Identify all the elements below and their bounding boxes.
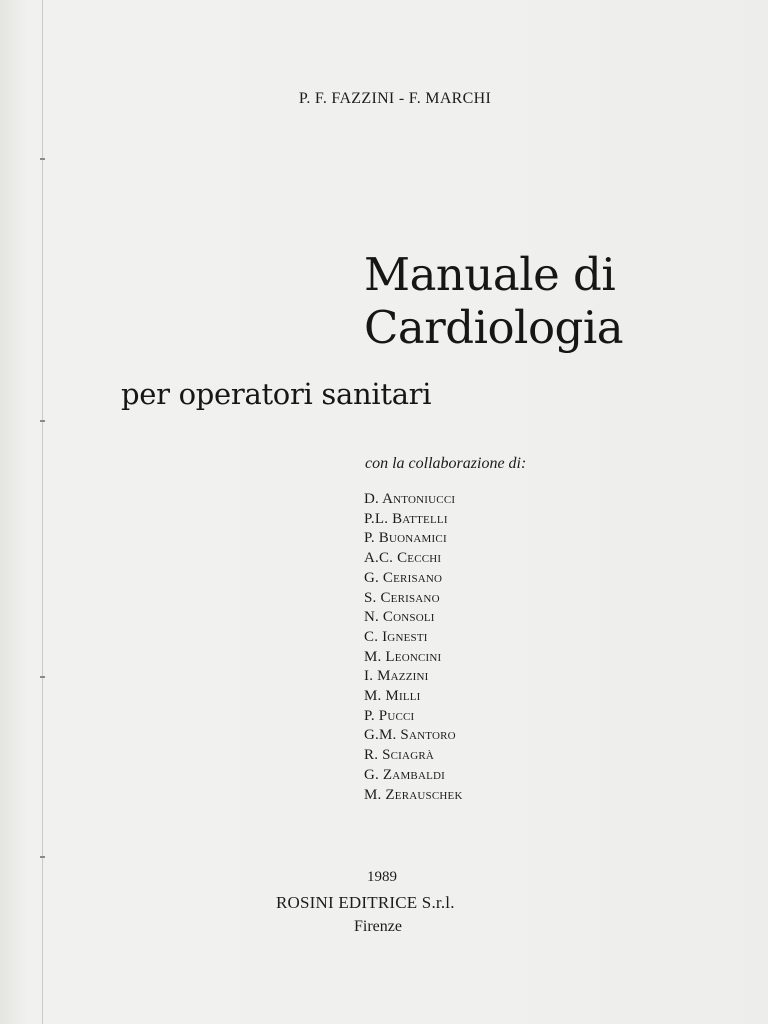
- binding-stitch: [40, 856, 45, 858]
- contributor: D. Antoniucci: [364, 491, 456, 507]
- book-title: [364, 248, 623, 354]
- contributor: P. Pucci: [364, 707, 415, 724]
- binding-edge: [42, 0, 43, 1024]
- contributor: M. Leoncini: [364, 648, 442, 665]
- contributor: N. Consoli: [364, 609, 435, 626]
- contributor: I. Mazzini: [364, 668, 429, 685]
- contributor: M. Milli: [364, 688, 421, 705]
- title-line-1: Manuale di: [364, 248, 616, 301]
- title-line-2: Cardiologia: [364, 301, 624, 354]
- contributor: C. Ignesti: [364, 628, 428, 645]
- contributor: R. Sciagrà: [364, 747, 435, 764]
- contributor: P.L. Battelli: [364, 510, 448, 527]
- binding-stitch: [40, 420, 45, 422]
- contributor: M. Zerauschek: [364, 786, 463, 803]
- contributor: G. Zambaldi: [364, 766, 446, 783]
- publication-year: 1989: [367, 869, 397, 885]
- collaboration-label: con la collaborazione di:: [365, 455, 527, 472]
- contributor: P. Buonamici: [364, 530, 447, 547]
- publication-city: Firenze: [354, 918, 402, 935]
- binding-stitch: [40, 676, 45, 678]
- publisher: ROSINI EDITRICE S.r.l.: [276, 893, 455, 912]
- contributor: G. Cerisano: [364, 569, 443, 586]
- book-subtitle: per operatori sanitari: [121, 377, 432, 411]
- contributor: A.C. Cecchi: [364, 550, 442, 567]
- contributors-list: [364, 490, 463, 805]
- contributor: S. Cerisano: [364, 589, 440, 606]
- authors: P. F. FAZZINI - F. MARCHI: [298, 90, 492, 107]
- binding-stitch: [40, 158, 45, 160]
- contributor: G.M. Santoro: [364, 727, 456, 744]
